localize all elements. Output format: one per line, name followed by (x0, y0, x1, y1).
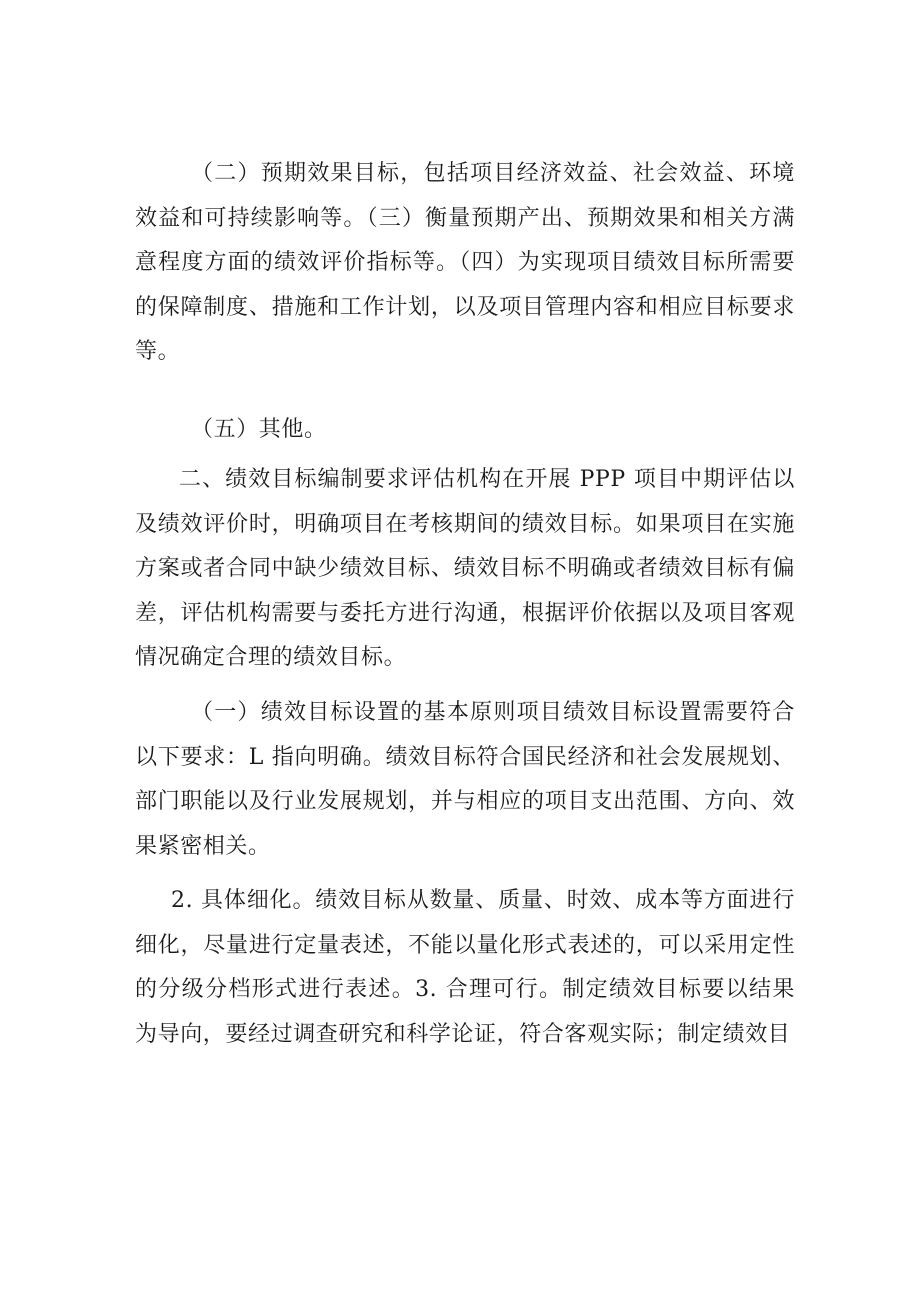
paragraph-goal-requirements: 二、绩效目标编制要求评估机构在开展 PPP 项目中期评估以及绩效评价时，明确项目在考核期间的绩效目标。如果项目在实施方案或者合同中缺少绩效目标、绩效目标不明确或者绩效目标有偏差，评估机构需要与委托方进行沟通，根据评价依据以及项目客观情况确定合理的绩效目标。 (135, 467, 795, 670)
paragraph-others: （五）其他。 (191, 417, 327, 442)
paragraph-specific-refinement: 2. 具体细化。绩效目标从数量、质量、时效、成本等方面进行细化，尽量进行定量表述，不能以量化形式表述的，可以采用定性的分级分档形式进行表述。3. 合理可行。制定绩效目标要以结果为导向，要经过调查研究和科学论证，符合客观实际；制定绩效目 (135, 888, 795, 1047)
paragraph-basic-principles: （一）绩效目标设置的基本原则项目绩效目标设置需要符合以下要求：L 指向明确。绩效目标符合国民经济和社会发展规划、部门职能以及行业发展规划，并与相应的项目支出范围、方向、效果紧密相关。 (135, 700, 795, 859)
paragraph-expected-effect-goals: （二）预期效果目标，包括项目经济效益、社会效益、环境效益和可持续影响等。（三）衡量预期产出、预期效果和相关方满意程度方面的绩效评价指标等。（四）为实现项目绩效目标所需要的保障制度、措施和工作计划，以及项目管理内容和相应目标要求等。 (135, 161, 795, 364)
